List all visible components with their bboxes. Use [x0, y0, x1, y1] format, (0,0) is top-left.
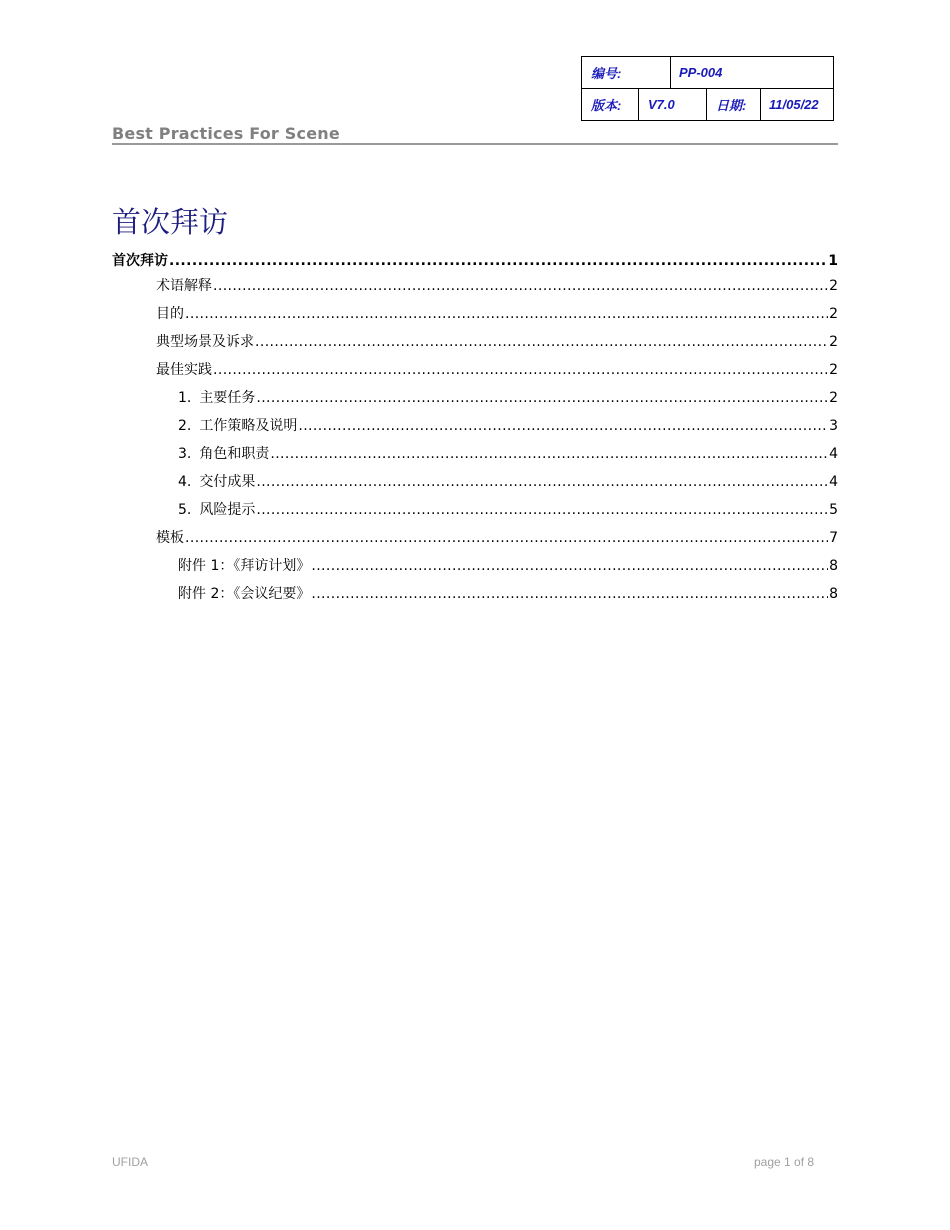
toc-entry-label: 最佳实践 — [156, 362, 212, 378]
toc-entry[interactable] — [112, 443, 838, 471]
toc-entry-page: 8 — [829, 586, 838, 602]
toc-entry-label: 角色和职责 — [199, 446, 270, 462]
toc-entry-number: 4. — [178, 474, 192, 490]
toc-entry[interactable] — [112, 303, 838, 331]
toc-entry-label: 附件 1：《拜访计划》 — [178, 558, 311, 574]
toc-leader-dots — [311, 583, 828, 605]
toc-entry[interactable] — [112, 359, 838, 387]
table-of-contents — [112, 250, 838, 611]
toc-leader-dots — [270, 443, 828, 465]
toc-entry[interactable] — [112, 331, 838, 359]
toc-entry-label: 附件 2：《会议纪要》 — [178, 586, 311, 602]
toc-entry-page: 2 — [829, 390, 838, 406]
toc-entry-page: 4 — [829, 474, 838, 490]
toc-entry-page: 8 — [829, 558, 838, 574]
toc-leader-dots — [185, 303, 828, 325]
meta-row-code — [582, 57, 834, 89]
toc-leader-dots — [169, 250, 827, 272]
toc-entry[interactable] — [112, 471, 838, 499]
code-value: PP-004 — [671, 57, 834, 89]
toc-entry[interactable] — [112, 415, 838, 443]
toc-leader-dots — [298, 415, 828, 437]
toc-entry[interactable] — [112, 387, 838, 415]
toc-entry-label: 术语解释 — [156, 278, 212, 294]
toc-entry-page: 2 — [829, 334, 838, 350]
toc-entry-number: 1. — [178, 390, 192, 406]
toc-entry[interactable] — [112, 583, 838, 611]
toc-entry-label: 模板 — [156, 530, 184, 546]
toc-entry-page: 2 — [829, 306, 838, 322]
toc-entry-label: 工作策略及说明 — [199, 418, 298, 434]
date-value: 11/05/22 — [761, 89, 834, 121]
version-label: 版本: — [582, 89, 639, 121]
toc-entry-page: 1 — [828, 253, 838, 269]
toc-leader-dots — [256, 499, 828, 521]
toc-entry-label: 首次拜访 — [112, 253, 168, 269]
toc-entry-label: 交付成果 — [199, 474, 256, 490]
toc-entry-number: 2. — [178, 418, 192, 434]
meta-row-version — [582, 89, 834, 121]
toc-entry[interactable] — [112, 499, 838, 527]
toc-entry[interactable] — [112, 527, 838, 555]
toc-leader-dots — [255, 331, 828, 353]
toc-leader-dots — [213, 275, 828, 297]
header-title: Best Practices For Scene — [112, 124, 340, 143]
toc-entry[interactable] — [112, 250, 838, 275]
toc-leader-dots — [311, 555, 828, 577]
toc-entry-label: 风险提示 — [199, 502, 256, 518]
toc-entry-number: 3. — [178, 446, 192, 462]
toc-entry[interactable] — [112, 275, 838, 303]
toc-entry-page: 5 — [829, 502, 838, 518]
toc-leader-dots — [185, 527, 828, 549]
header-divider — [112, 143, 838, 145]
toc-entry-label: 主要任务 — [199, 390, 256, 406]
toc-entry-page: 3 — [829, 418, 838, 434]
document-meta-table — [581, 56, 834, 121]
toc-entry-page: 2 — [829, 278, 838, 294]
toc-leader-dots — [256, 471, 828, 493]
toc-leader-dots — [213, 359, 828, 381]
footer-company: UFIDA — [112, 1155, 148, 1169]
document-title: 首次拜访 — [112, 205, 229, 239]
toc-entry-page: 7 — [829, 530, 838, 546]
toc-entry-page: 4 — [829, 446, 838, 462]
toc-entry-label: 典型场景及诉求 — [156, 334, 254, 350]
version-value: V7.0 — [639, 89, 707, 121]
toc-entry-page: 2 — [829, 362, 838, 378]
toc-entry-label: 目的 — [156, 306, 184, 322]
toc-entry-number: 5. — [178, 502, 192, 518]
footer-page-number: page 1 of 8 — [754, 1155, 815, 1169]
toc-entry[interactable] — [112, 555, 838, 583]
date-label: 日期: — [707, 89, 761, 121]
code-label: 编号: — [582, 57, 671, 89]
toc-leader-dots — [256, 387, 828, 409]
